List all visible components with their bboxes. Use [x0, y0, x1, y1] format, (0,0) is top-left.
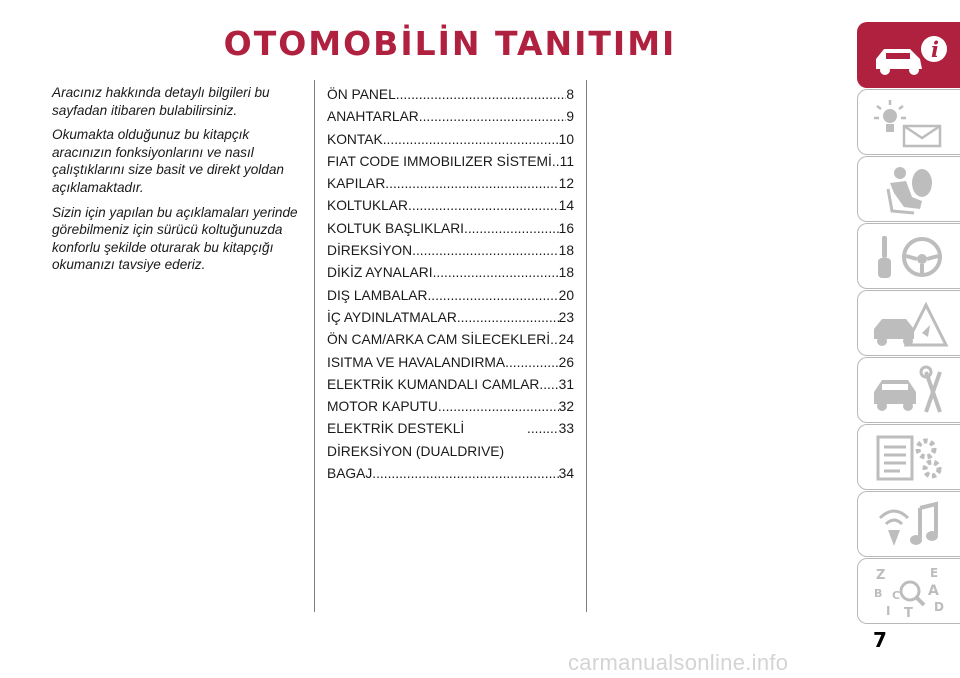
car-emergency-icon: [870, 297, 950, 351]
toc-item-bagaj[interactable]: BAGAJ ..... 34: [327, 463, 574, 485]
svg-text:i: i: [931, 37, 939, 62]
technical-data-icon: [870, 431, 950, 485]
svg-text:E: E: [930, 566, 939, 580]
svg-text:A: A: [928, 583, 939, 599]
toc-item-on-panel[interactable]: ÖN PANEL ..... 8: [327, 84, 574, 106]
toc-item-elektrikli-camlar[interactable]: ELEKTRİK KUMANDALI CAMLAR ..... 31: [327, 374, 574, 396]
tab-starting-driving[interactable]: [857, 223, 960, 289]
tab-warning-lights[interactable]: [857, 89, 960, 155]
toc-item-motor-kaputu[interactable]: MOTOR KAPUTU ..... 32: [327, 396, 574, 418]
toc-item-ic-aydinlatmalar[interactable]: İÇ AYDINLATMALAR ..... 23: [327, 307, 574, 329]
column-divider: [586, 80, 587, 612]
watermark: carmanualsonline.info: [568, 650, 789, 675]
toc-item-direksiyon[interactable]: DİREKSİYON ..... 18: [327, 240, 574, 262]
tab-technical-data[interactable]: [857, 424, 960, 490]
table-of-contents: [327, 84, 574, 485]
svg-text:Z: Z: [876, 568, 886, 583]
toc-item-dis-lambalar[interactable]: DIŞ LAMBALAR ..... 20: [327, 285, 574, 307]
svg-text:D: D: [934, 600, 944, 614]
svg-text:I: I: [886, 604, 891, 618]
intro-paragraph: Sizin için yapılan bu açıklamaları yerinde görebilmeniz için sürücü koltuğunuzda konforlu şekilde oturarak bu kitapçığı okumanızı tavsiye ederiz.: [52, 204, 298, 273]
warning-light-message-icon: [870, 96, 950, 150]
toc-item-dualdrive[interactable]: ELEKTRİK DESTEKLİ DİREKSİYON (DUALDRIVE) ..... 33: [327, 418, 574, 463]
index-alphabet-icon: [870, 565, 950, 619]
intro-paragraph: Aracınız hakkında detaylı bilgileri bu sayfadan itibaren bulabilirsiniz.: [52, 85, 270, 118]
intro-paragraph: Okumakta olduğunuz bu kitapçık aracınızın fonksiyonlarını ve nasıl çalıştıklarını size basit ve direkt yoldan açıklamaktadır.: [52, 127, 284, 195]
car-maintenance-icon: [870, 364, 950, 418]
tab-car-info[interactable]: [857, 22, 960, 88]
column-divider: [314, 80, 315, 612]
car-info-icon: [870, 29, 950, 83]
multimedia-icon: [870, 498, 950, 552]
key-steering-wheel-icon: [870, 230, 950, 284]
toc-item-koltuk-basliklari[interactable]: KOLTUK BAŞLIKLARI ..... 16: [327, 218, 574, 240]
page-number: 7: [873, 628, 887, 652]
toc-item-isitma[interactable]: ISITMA VE HAVALANDIRMA ..... 26: [327, 352, 574, 374]
toc-item-dikiz-aynalari[interactable]: DİKİZ AYNALARI ..... 18: [327, 262, 574, 284]
toc-item-kapilar[interactable]: KAPILAR ..... 12: [327, 173, 574, 195]
toc-item-silecekler[interactable]: ÖN CAM/ARKA CAM SİLECEKLERİ ..... 24: [327, 329, 574, 351]
page-title: OTOMOBİLİN TANITIMI: [223, 24, 677, 63]
seat-airbag-icon: [870, 163, 950, 217]
svg-text:T: T: [904, 606, 913, 619]
toc-item-koltuklar[interactable]: KOLTUKLAR ..... 14: [327, 195, 574, 217]
tab-maintenance[interactable]: [857, 357, 960, 423]
toc-item-kontak[interactable]: KONTAK ..... 10: [327, 129, 574, 151]
tab-emergency[interactable]: [857, 290, 960, 356]
tab-index[interactable]: [857, 558, 960, 624]
svg-text:C: C: [892, 589, 901, 602]
tab-safety[interactable]: [857, 156, 960, 222]
tab-multimedia[interactable]: [857, 491, 960, 557]
intro-text: [52, 84, 304, 281]
toc-item-immobilizer[interactable]: FIAT CODE IMMOBILIZER SİSTEMİ ..... 11: [327, 151, 574, 173]
toc-item-anahtarlar[interactable]: ANAHTARLAR ..... 9: [327, 106, 574, 128]
svg-text:B: B: [874, 587, 883, 600]
